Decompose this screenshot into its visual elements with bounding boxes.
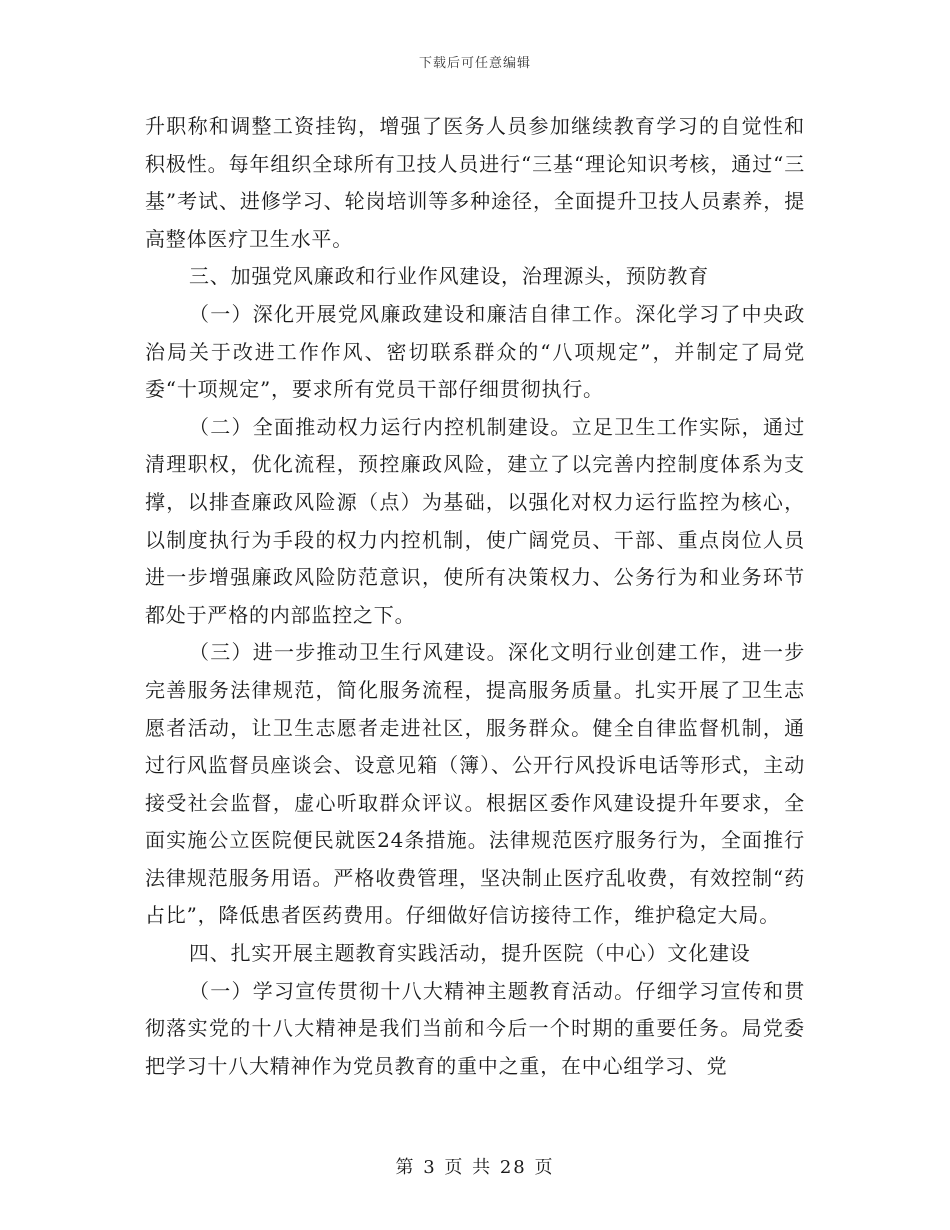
section-heading-3: 三、加强党风廉政和行业作风建设，治理源头，预防教育 (189, 264, 709, 289)
page-header: 下载后可任意编辑 (418, 56, 531, 71)
document-body (145, 108, 805, 1085)
paragraph-4-1: （一）学习宣传贯彻十八大精神主题教育活动。仔细学习宣传和贯彻落实党的十八大精神是我们当前和今后一个时期的重要任务。局党委把学习十八大精神作为党员教育的重中之重，在中心组学习、党 (145, 978, 805, 1078)
section-heading-4: 四、扎实开展主题教育实践活动，提升医院（中心）文化建设 (189, 941, 751, 966)
paragraph-3-2: （二）全面推动权力运行内控机制建设。立足卫生工作实际，通过清理职权，优化流程，预控廉政风险，建立了以完善内控制度体系为支撑，以排查廉政风险源（点）为基础，以强化对权力运行监控为核心，以制度执行为手段的权力内控机制，使广阔党员、干部、重点岗位人员进一步增强廉政风险防范意识，使所有决策权力、公务行为和业务环节都处于严格的内部监控之下。 (145, 414, 805, 627)
page-number-footer: 第 3 页 共 28 页 (395, 1157, 555, 1178)
paragraph-3-1: （一）深化开展党风廉政建设和廉洁自律工作。深化学习了中央政治局关于改进工作作风、密切联系群众的“八项规定”，并制定了局党委“十项规定”，要求所有党员干部仔细贯彻执行。 (145, 301, 805, 402)
paragraph-3-3: （三）进一步推动卫生行风建设。深化文明行业创建工作，进一步完善服务法律规范，简化服务流程，提高服务质量。扎实开展了卫生志愿者活动，让卫生志愿者走进社区，服务群众。健全自律监督机制，通过行风监督员座谈会、设意见箱（簿）、公开行风投诉电话等形式，主动接受社会监督，虚心听取群众评议。根据区委作风建设提升年要求，全面实施公立医院便民就医24条措施。法律规范医疗服务行为，全面推行法律规范服务用语。严格收费管理，坚决制止医疗乱收费，有效控制“药占比”，降低患者医药费用。仔细做好信访接待工作，维护稳定大局。 (145, 640, 805, 928)
paragraph-continuation: 升职称和调整工资挂钩，增强了医务人员参加继续教育学习的自觉性和积极性。每年组织全球所有卫技人员进行“三基“理论知识考核，通过“三基”考试、进修学习、轮岗培训等多种途径，全面提升卫技人员素养，提高整体医疗卫生水平。 (145, 114, 805, 251)
